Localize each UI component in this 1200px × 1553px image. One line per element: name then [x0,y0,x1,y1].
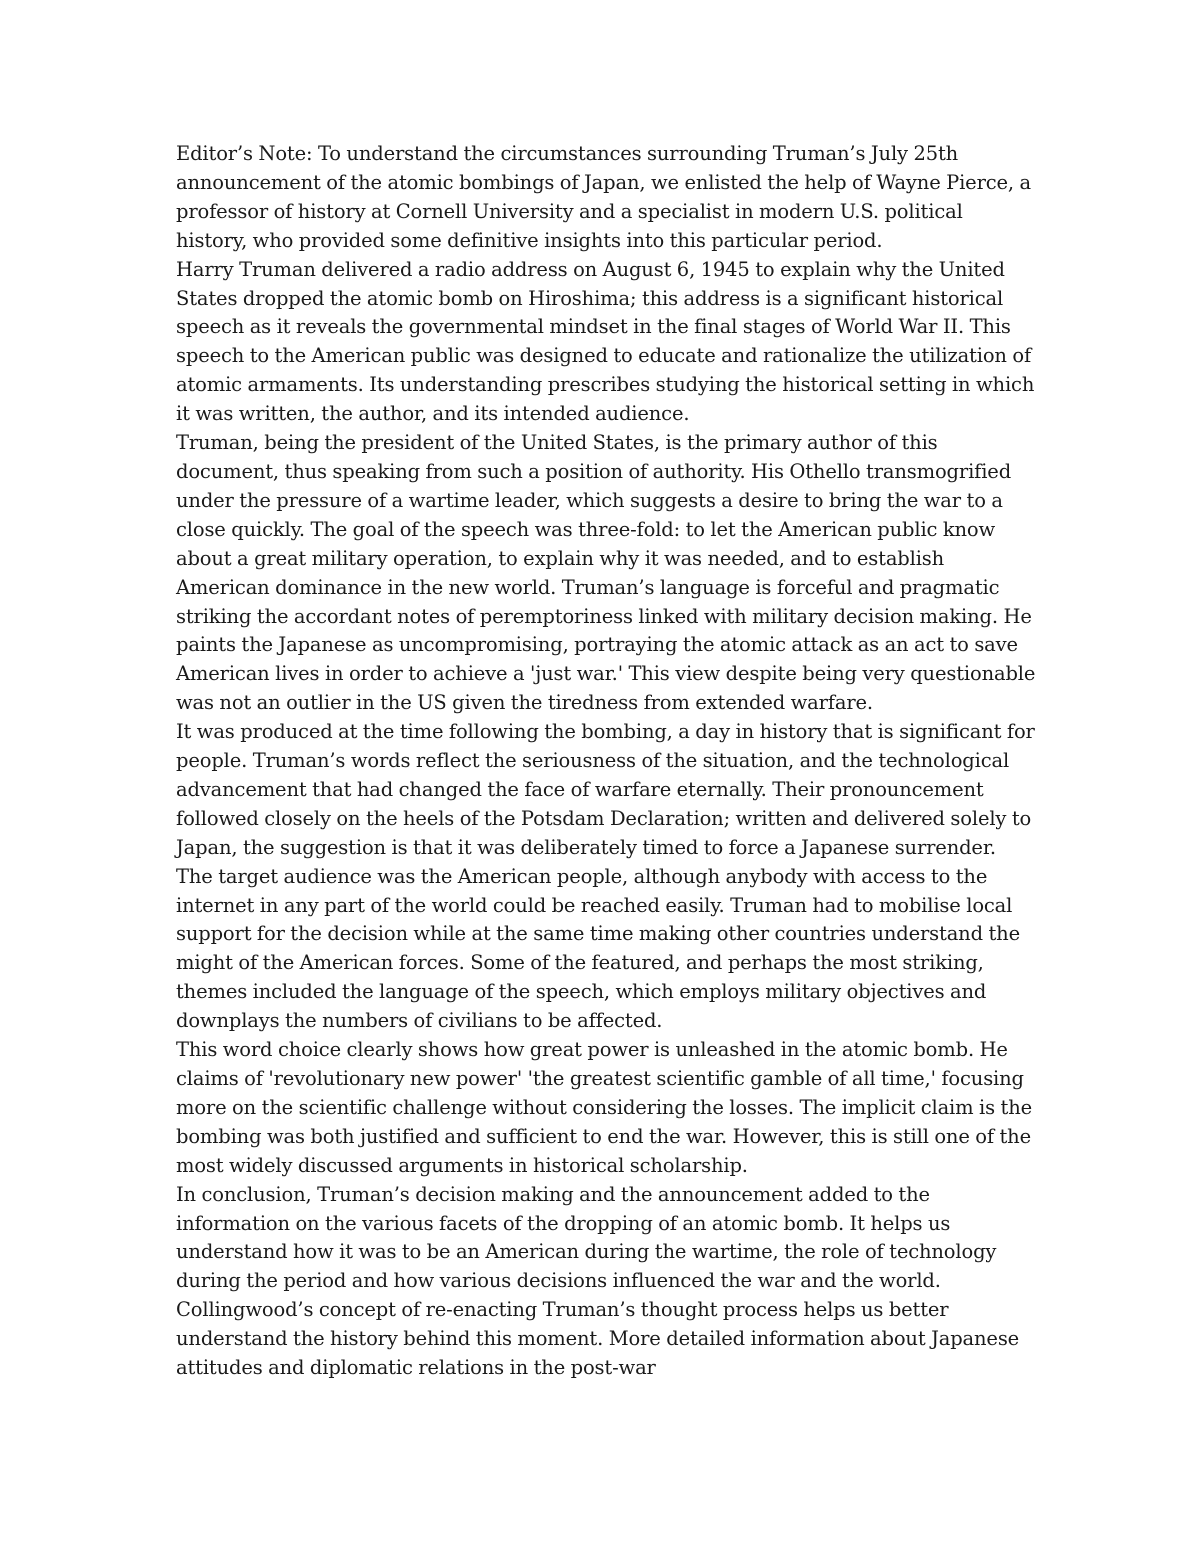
paragraph-editors-note: Editor’s Note: To understand the circumstances surrounding Truman’s July 25th announcement of the atomic bombings of Japan, we enlisted the help of Wayne Pierce, a professor of history at Cornell University and a specialist in modern U.S. political history, who provided some definitive insights into this particular period. [176,142,1031,252]
paragraph-author: Truman, being the president of the United States, is the primary author of this document, thus speaking from such a position of authority. His Othello transmogrified under the pressure of a wartime leader, which suggests a desire to bring the war to a close quickly. The goal of the speech was three-fold: to let the American public know about a great military operation, to explain why it was needed, and to establish American dominance in the new world. Truman’s language is forceful and pragmatic striking the accordant notes of peremptoriness linked with military decision making. He paints the Japanese as uncompromising, portraying the atomic attack as an act to save American lives in order to achieve a 'just war.' This view despite being very questionable was not an outlier in the US given the tiredness from extended warfare. [176,431,1036,715]
paragraph-timing-audience: It was produced at the time following the bombing, a day in history that is significant for people. Truman’s words reflect the seriousness of the situation, and the technological advancement that had changed the face of warfare eternally. Their pronouncement followed closely on the heels of the Potsdam Declaration; written and delivered solely to Japan, the suggestion is that it was deliberately timed to force a Japanese surrender. The target audience was the American people, although anybody with access to the internet in any part of the world could be reached easily. Truman had to mobilise local support for the decision while at the same time making other countries understand the might of the American forces. Some of the featured, and perhaps the most striking, themes included the language of the speech, which employs military objectives and downplays the numbers of civilians to be affected. [176,720,1035,1033]
document-body [176,140,1036,1383]
paragraph-conclusion: In conclusion, Truman’s decision making and the announcement added to the information on the various facets of the dropping of an atomic bomb. It helps us understand how it was to be an American during the wartime, the role of technology during the period and how various decisions influenced the war and the world. Collingwood’s concept of re-enacting Truman’s thought process helps us better understand the history behind this moment. More detailed information about Japanese attitudes and diplomatic relations in the post-war [176,1182,1020,1380]
paragraph-word-choice: This word choice clearly shows how great power is unleashed in the atomic bomb. He claims of 'revolutionary new power' 'the greatest scientific gamble of all time,' focusing more on the scientific challenge without considering the losses. The implicit claim is the bombing was both justified and sufficient to end the war. However, this is still one of the most widely discussed arguments in historical scholarship. [176,1038,1033,1177]
paragraph-radio-address: Harry Truman delivered a radio address on August 6, 1945 to explain why the United States dropped the atomic bomb on Hiroshima; this address is a significant historical speech as it reveals the governmental mindset in the final stages of World War II. This speech to the American public was designed to educate and rationalize the utilization of atomic armaments. Its understanding prescribes studying the historical setting in which it was written, the author, and its intended audience. [176,257,1035,426]
